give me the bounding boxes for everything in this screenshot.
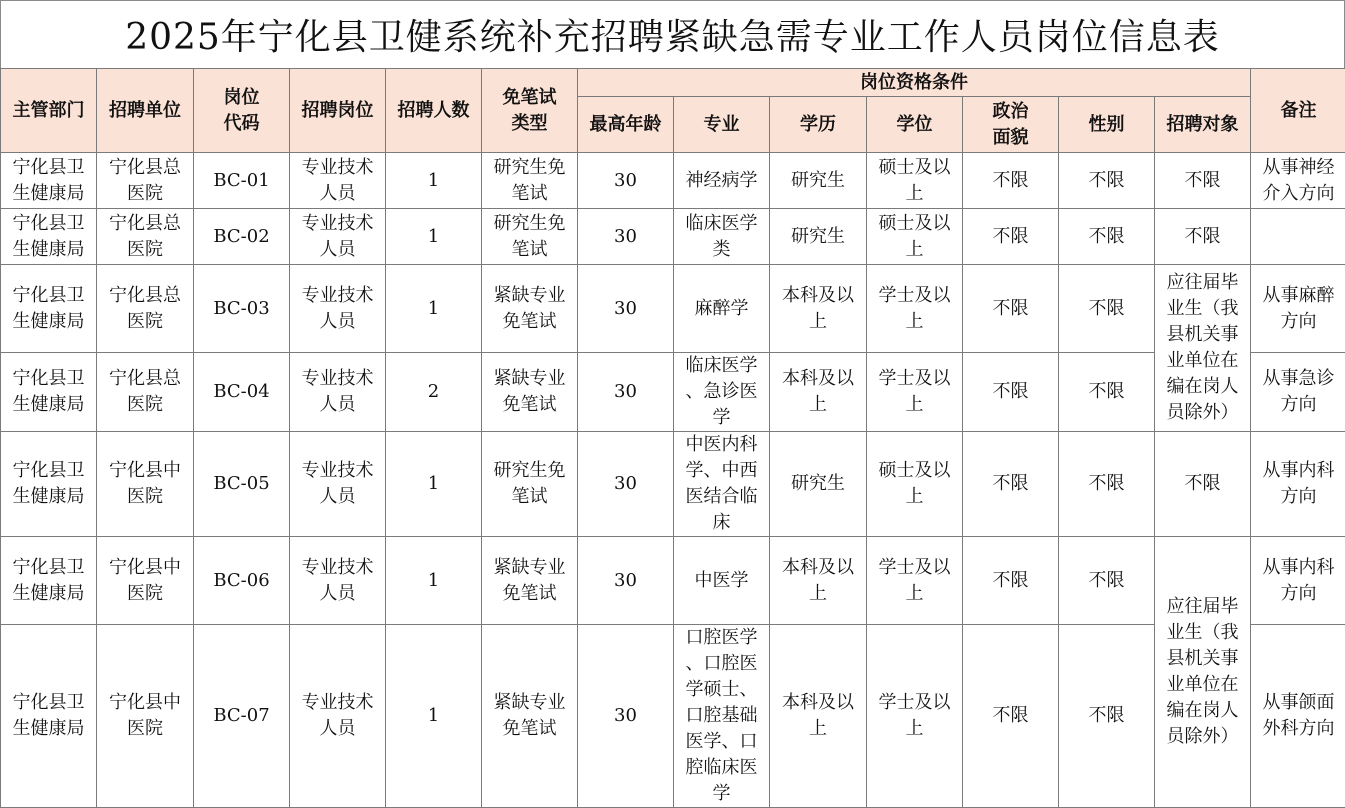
cell-target: 应往届毕 业生（我 县机关事 业单位在 编在岗人 员除外） [1155,537,1251,808]
header-gender: 性别 [1059,97,1155,153]
cell-exam: 研究生免 笔试 [482,432,578,537]
cell-edu: 研究生 [770,209,867,265]
cell-major: 口腔医学 、口腔医 学硕士、 口腔基础 医学、口 腔临床医 学 [674,625,770,808]
header-target: 招聘对象 [1155,97,1251,153]
cell-exam: 紧缺专业 免笔试 [482,265,578,353]
cell-unit: 宁化县中 医院 [97,537,194,625]
cell-major: 临床医学 类 [674,209,770,265]
cell-unit: 宁化县总 医院 [97,353,194,432]
cell-count: 1 [386,432,482,537]
cell-count: 1 [386,209,482,265]
cell-note: 从事颌面 外科方向 [1251,625,1345,808]
cell-code: BC-02 [194,209,290,265]
cell-post: 专业技术 人员 [290,625,386,808]
cell-politic: 不限 [963,432,1059,537]
header-politic: 政治 面貌 [963,97,1059,153]
job-table [0,68,1345,808]
cell-code: BC-06 [194,537,290,625]
cell-age: 30 [578,265,674,353]
cell-exam: 紧缺专业 免笔试 [482,537,578,625]
cell-age: 30 [578,353,674,432]
cell-politic: 不限 [963,537,1059,625]
table-row [1,353,1345,432]
table-row [1,537,1345,625]
cell-note: 从事麻醉 方向 [1251,265,1345,353]
cell-code: BC-04 [194,353,290,432]
cell-post: 专业技术 人员 [290,537,386,625]
cell-gender: 不限 [1059,537,1155,625]
header-exam: 免笔试 类型 [482,69,578,153]
cell-politic: 不限 [963,265,1059,353]
cell-degree: 学士及以 上 [867,537,963,625]
cell-dept: 宁化县卫 生健康局 [1,537,97,625]
cell-exam: 研究生免 笔试 [482,153,578,209]
cell-note: 从事内科 方向 [1251,537,1345,625]
table-row [1,265,1345,353]
cell-target: 不限 [1155,153,1251,209]
cell-politic: 不限 [963,353,1059,432]
cell-unit: 宁化县总 医院 [97,209,194,265]
header-post: 招聘岗位 [290,69,386,153]
table-row [1,625,1345,808]
cell-edu: 研究生 [770,432,867,537]
cell-note: 从事急诊 方向 [1251,353,1345,432]
cell-exam: 紧缺专业 免笔试 [482,353,578,432]
cell-age: 30 [578,153,674,209]
cell-dept: 宁化县卫 生健康局 [1,153,97,209]
cell-code: BC-03 [194,265,290,353]
cell-gender: 不限 [1059,153,1155,209]
cell-unit: 宁化县总 医院 [97,265,194,353]
cell-post: 专业技术 人员 [290,153,386,209]
cell-count: 1 [386,625,482,808]
cell-edu: 本科及以 上 [770,537,867,625]
cell-major: 临床医学 、急诊医 学 [674,353,770,432]
cell-note [1251,209,1345,265]
cell-unit: 宁化县总 医院 [97,153,194,209]
cell-target: 不限 [1155,432,1251,537]
cell-major: 麻醉学 [674,265,770,353]
cell-age: 30 [578,432,674,537]
cell-post: 专业技术 人员 [290,265,386,353]
header-note: 备注 [1251,69,1345,153]
header-qual-group: 岗位资格条件 [578,69,1251,97]
cell-politic: 不限 [963,153,1059,209]
cell-post: 专业技术 人员 [290,353,386,432]
cell-major: 中医内科 学、中西 医结合临 床 [674,432,770,537]
cell-gender: 不限 [1059,625,1155,808]
cell-politic: 不限 [963,209,1059,265]
page-title: 2025年宁化县卫健系统补充招聘紧缺急需专业工作人员岗位信息表 [0,0,1345,68]
cell-note: 从事神经 介入方向 [1251,153,1345,209]
cell-count: 1 [386,265,482,353]
cell-gender: 不限 [1059,265,1155,353]
cell-unit: 宁化县中 医院 [97,625,194,808]
cell-dept: 宁化县卫 生健康局 [1,353,97,432]
cell-age: 30 [578,209,674,265]
cell-post: 专业技术 人员 [290,432,386,537]
cell-edu: 本科及以 上 [770,353,867,432]
cell-gender: 不限 [1059,353,1155,432]
cell-degree: 硕士及以 上 [867,209,963,265]
cell-code: BC-07 [194,625,290,808]
cell-count: 1 [386,153,482,209]
cell-edu: 研究生 [770,153,867,209]
cell-dept: 宁化县卫 生健康局 [1,432,97,537]
cell-target: 应往届毕 业生（我 县机关事 业单位在 编在岗人 员除外） [1155,265,1251,432]
cell-politic: 不限 [963,625,1059,808]
header-count: 招聘人数 [386,69,482,153]
cell-dept: 宁化县卫 生健康局 [1,265,97,353]
table-row [1,432,1345,537]
cell-code: BC-05 [194,432,290,537]
cell-code: BC-01 [194,153,290,209]
cell-dept: 宁化县卫 生健康局 [1,625,97,808]
cell-gender: 不限 [1059,432,1155,537]
cell-degree: 硕士及以 上 [867,153,963,209]
cell-edu: 本科及以 上 [770,625,867,808]
cell-degree: 学士及以 上 [867,265,963,353]
header-age: 最高年龄 [578,97,674,153]
header-unit: 招聘单位 [97,69,194,153]
cell-age: 30 [578,625,674,808]
cell-unit: 宁化县中 医院 [97,432,194,537]
cell-dept: 宁化县卫 生健康局 [1,209,97,265]
table-row [1,209,1345,265]
cell-exam: 研究生免 笔试 [482,209,578,265]
cell-target: 不限 [1155,209,1251,265]
cell-edu: 本科及以 上 [770,265,867,353]
header-major: 专业 [674,97,770,153]
header-degree: 学位 [867,97,963,153]
cell-exam: 紧缺专业 免笔试 [482,625,578,808]
cell-major: 神经病学 [674,153,770,209]
cell-major: 中医学 [674,537,770,625]
table-row [1,153,1345,209]
cell-post: 专业技术 人员 [290,209,386,265]
cell-age: 30 [578,537,674,625]
cell-degree: 学士及以 上 [867,353,963,432]
cell-degree: 硕士及以 上 [867,432,963,537]
cell-count: 1 [386,537,482,625]
cell-degree: 学士及以 上 [867,625,963,808]
cell-gender: 不限 [1059,209,1155,265]
header-code: 岗位 代码 [194,69,290,153]
cell-note: 从事内科 方向 [1251,432,1345,537]
header-dept: 主管部门 [1,69,97,153]
header-edu: 学历 [770,97,867,153]
cell-count: 2 [386,353,482,432]
